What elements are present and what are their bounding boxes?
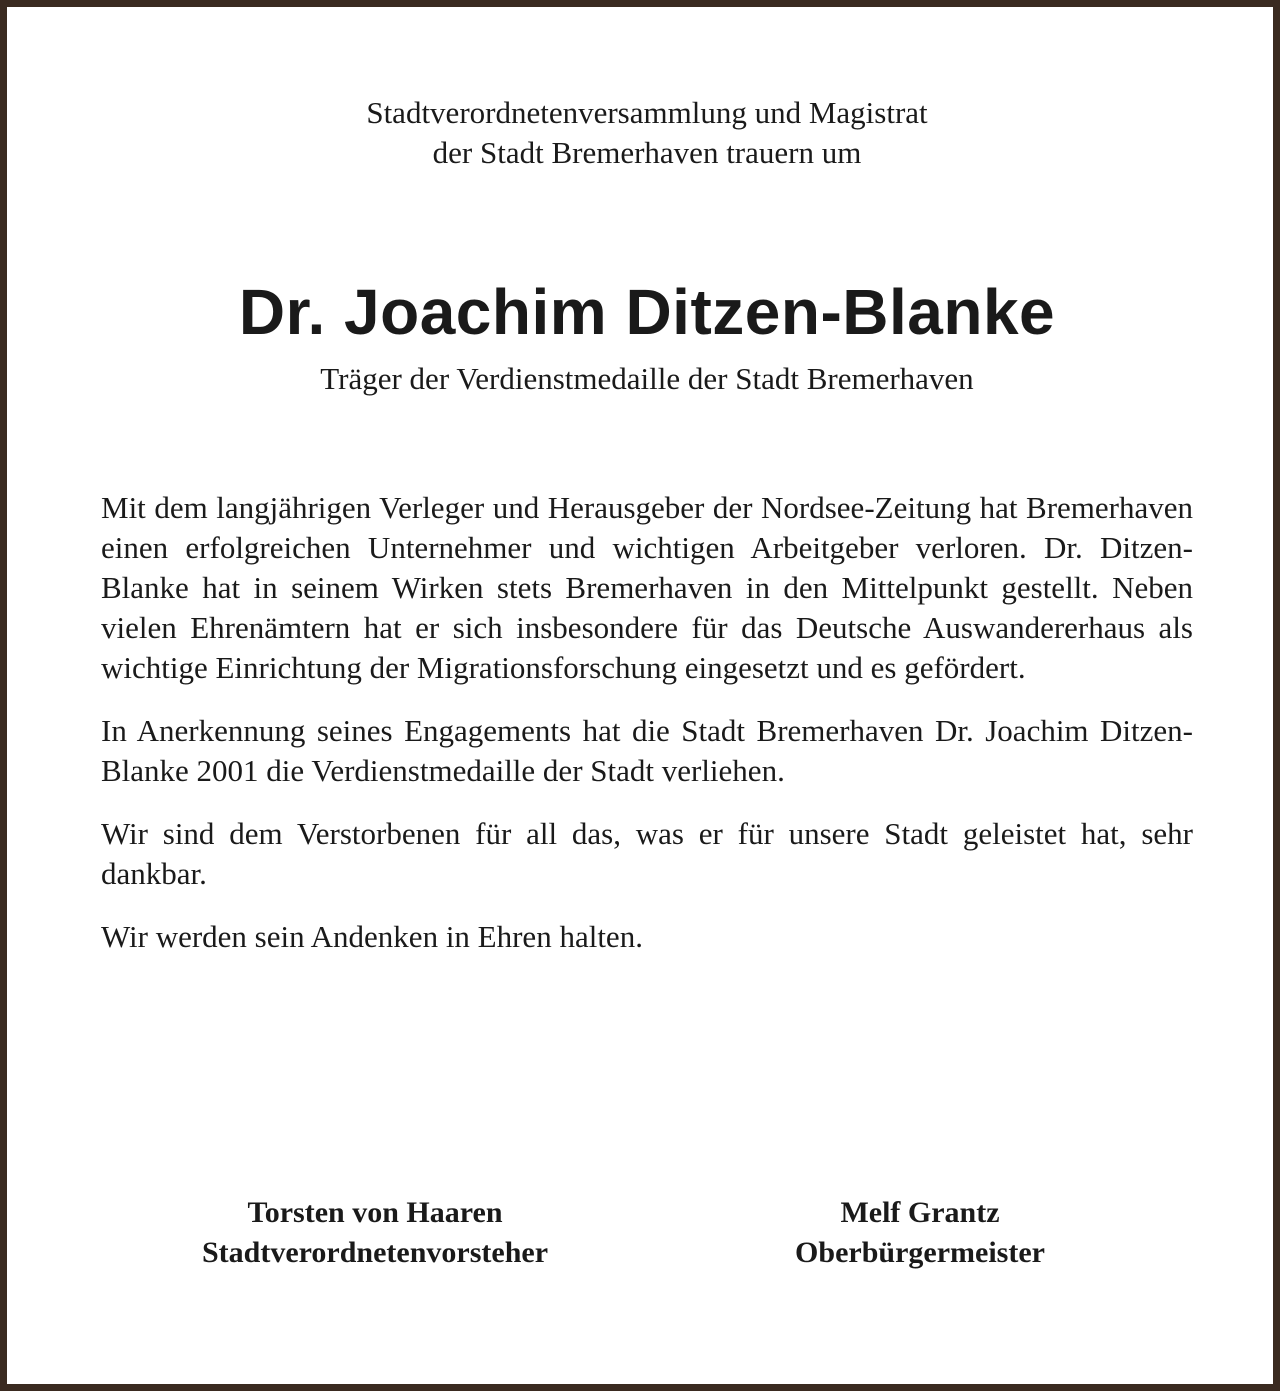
signature-block-right (670, 1193, 1170, 1273)
paragraph: In Anerkennung seines Engagements hat die Stadt Bremerhaven Dr. Joachim Ditzen-Blanke 2001 die Verdienstmedaille der Stadt verliehen. (101, 713, 1193, 788)
paragraph: Mit dem langjährigen Verleger und Herausgeber der Nordsee-Zeitung hat Bremerhaven einen erfolgreichen Unternehmer und wichtigen Arbeitgeber verloren. Dr. Ditzen-Blanke hat in seinem Wirken stets Bremerhaven in den Mittelpunkt gestellt. Neben vielen Ehrenämtern hat er sich insbesondere für das Deutsche Auswandererhaus als wichtige Einrichtung der Migrationsforschung eingesetzt und es gefördert. (101, 490, 1193, 685)
signature-block-left (125, 1193, 625, 1273)
intro-line-1: Stadtverordnetenversammlung und Magistrat (366, 95, 928, 130)
signatory-name: Torsten von Haaren (247, 1196, 503, 1229)
signatory-title: Oberbürgermeister (795, 1236, 1045, 1269)
deceased-name: Dr. Joachim Ditzen-Blanke (238, 276, 1056, 348)
body-text (101, 488, 1193, 980)
honor-line: Träger der Verdienstmedaille der Stadt Bremerhaven (320, 361, 974, 396)
paragraph: Wir sind dem Verstorbenen für all das, was er für unsere Stadt geleistet hat, sehr dankbar. (101, 816, 1193, 891)
intro-text (7, 93, 1280, 173)
signatory-title: Stadtverordnetenvorsteher (201, 1236, 549, 1269)
paragraph: Wir werden sein Andenken in Ehren halten. (101, 919, 643, 954)
intro-line-2: der Stadt Bremerhaven trauern um (432, 135, 862, 170)
signatory-name: Melf Grantz (840, 1196, 1000, 1229)
